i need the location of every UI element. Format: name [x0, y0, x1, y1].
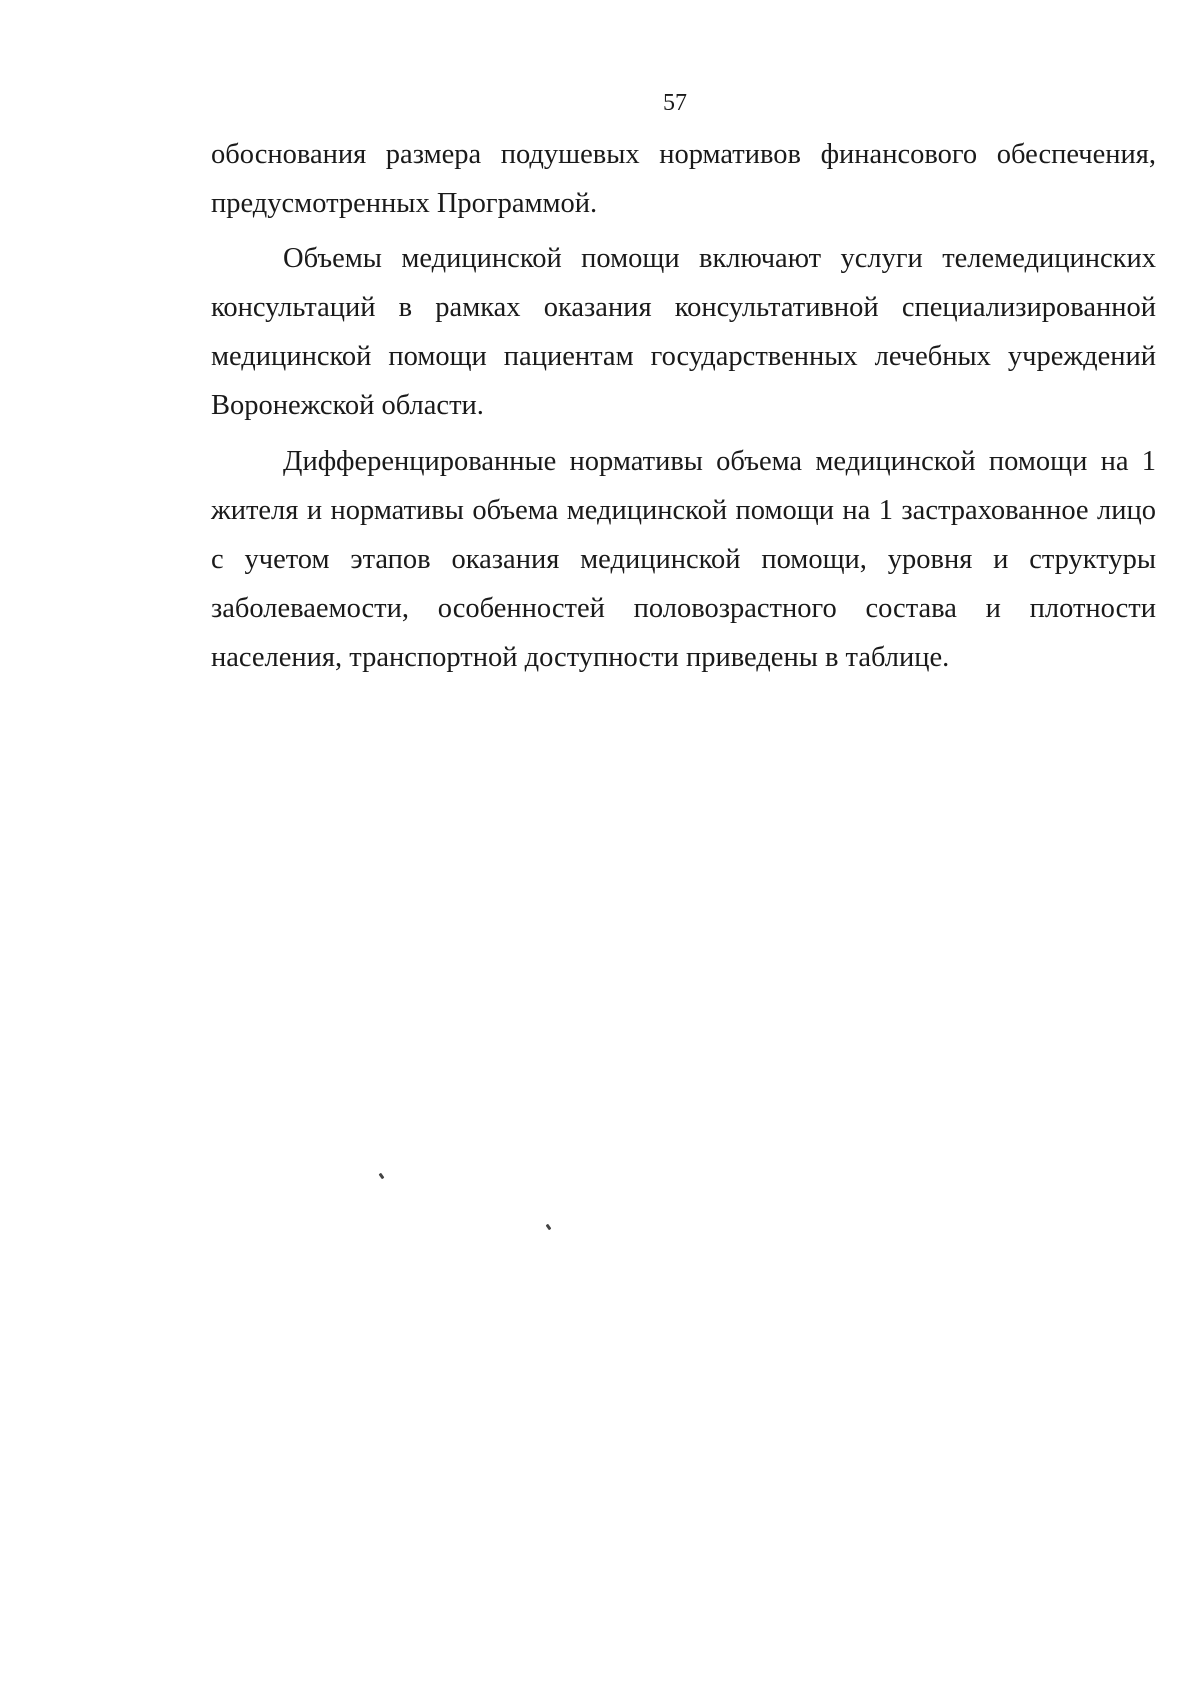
page-number: 57	[663, 90, 687, 116]
paragraph-telemedicine: Объемы медицинской помощи включают услуги телемедицинских консультаций в рамках оказания консультативной специализированной медицинской помощи пациентам государственных лечебных учреждений Воронежской области.	[211, 243, 1156, 421]
paragraph-normatives: Дифференцированные нормативы объема медицинской помощи на 1 жителя и нормативы объема медицинской помощи на 1 застрахованное лицо с учетом этапов оказания медицинской помощи, уровня и структуры заболеваемости, особенностей половозрастного состава и плотности населения, транспортной доступности приведены в таблице.	[211, 446, 1156, 673]
scan-speck	[546, 1224, 552, 1231]
paragraph-continuation: обоснования размера подушевых нормативов финансового обеспечения, предусмотренных Программой.	[211, 139, 1156, 219]
document-body	[211, 130, 1156, 682]
scan-speck	[379, 1173, 385, 1180]
